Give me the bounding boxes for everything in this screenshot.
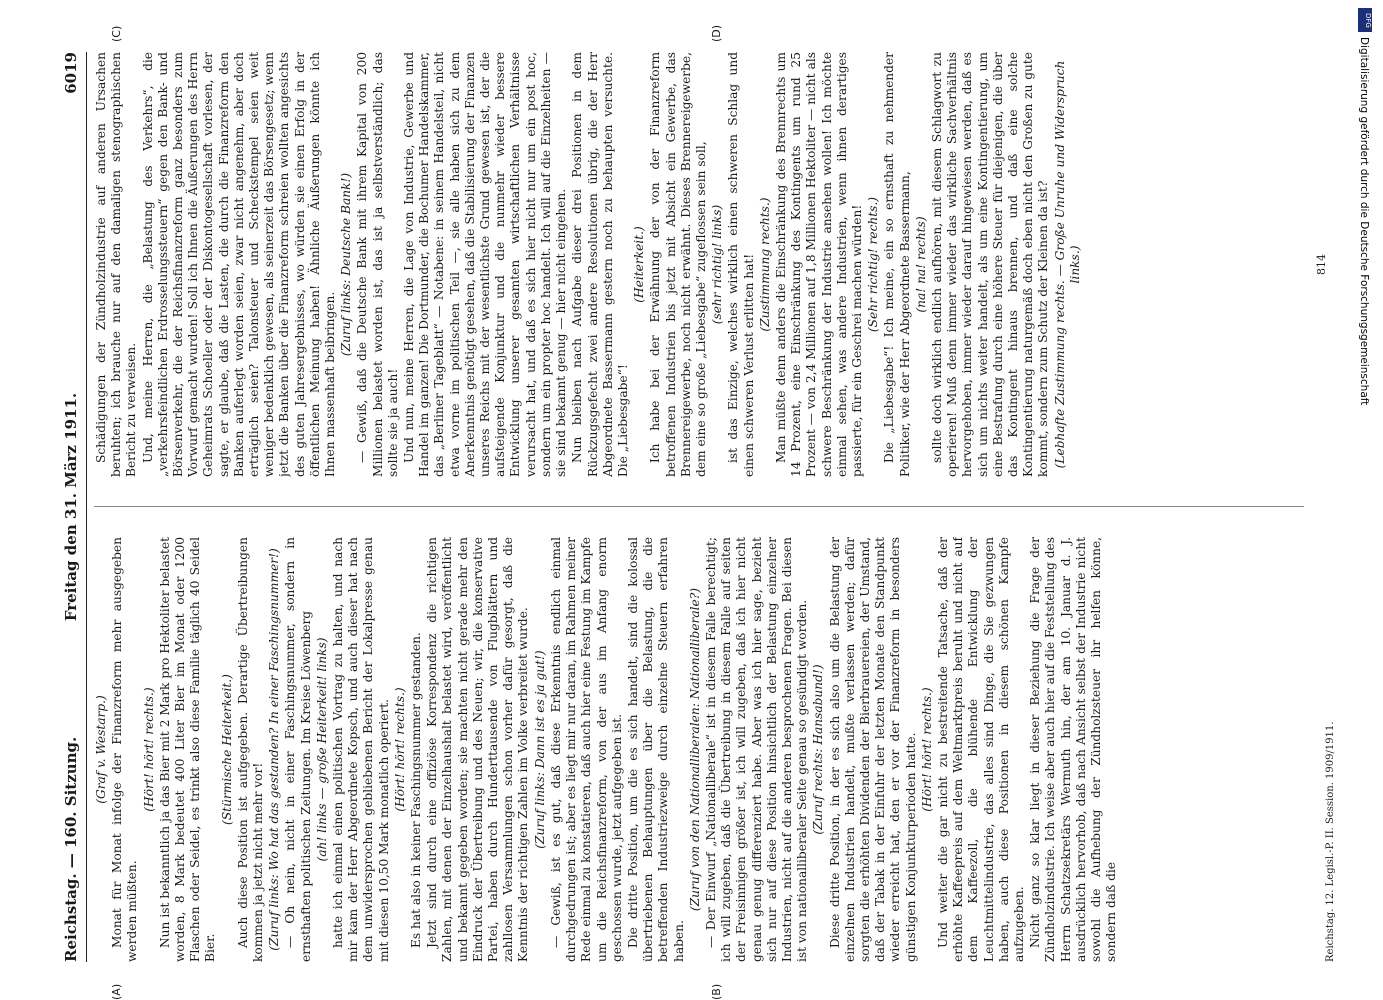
footer-session: Reichstag. 12. Legisl.-P. II. Session. 1909/1911.	[1325, 721, 1336, 962]
paragraph: Nun ist bekanntlich ja das Bier mit 2 Mark pro Hektoliter belastet worden, 8 Mark bedeutet 400 Liter Bier im Monat oder 1200 Flaschen oder Seidel, es trinkt also diese Familie täglich 40 Seidel Bier.	[157, 537, 218, 962]
margin-mark-c: (C)	[110, 25, 123, 42]
dfg-credit-text: Digitalisierung gefördert durch die Deutsche Forschungsgemeinschaft	[1358, 37, 1370, 406]
paragraph: (Zuruf von den Nationalliberalen: Nationalliberale?)	[687, 587, 702, 912]
paragraph: (sehr richtig! links)	[710, 204, 725, 325]
paragraph: Und, meine Herren, die „Belastung des Verkehrs“, die „verkehrsfeindlichen Erdrosselungssteuern“ gegen den Bank- und Börsenverkehr, die der Reichsfinanzreform ganz besonders zum Vorwurf gemacht wurden! Soll ich Ihnen die Äußerungen des Herrn Geheimrats Schoeller oder der Diskontogesellschaft vorlesen, der sagte, er glaube, daß die Lasten, die durch die Finanzreform den Banken auferlegt worden seien, zwar nicht angenehm, aber doch erträglich seien? Talonsteuer und Scheckstempel seien weit weniger bedenklich gewesen, als seinerzeit das Börsengesetz; wenn jetzt die Banken über die Finanzreform schreien wollten angesichts des guten Jahresergebnisses, wo würden sie einen Erfolg in der öffentlichen Meinung haben! Ähnliche Äußerungen könnte ich Ihnen massenhaft beibringen.	[140, 52, 338, 477]
paragraph: Diese dritte Position, in der es sich also um die Belastung der einzelnen Industrien handelt, mußte verlassen werden; dafür sorgten die erhöhten Dividenden der Bierbrauereien, der Umstand, daß der Tabak in der Einfuhr der letzten Monate den Standpunkt wieder erreicht hat, den er vor der Finanzreform in besonders günstigen Konjunkturperioden hatte.	[827, 537, 918, 962]
rotated-document-sheet	[60, 24, 1355, 1000]
paragraph: Nun bleiben nach Aufgabe dieser drei Positionen in dem Rückzugsgefecht zwei andere Resolutionen übrig, die der Herr Abgeordnete Bassermann gestern noch zu behaupten versuchte. Die „Liebesgabe“!	[570, 52, 630, 477]
paragraph: — Gewiß, daß die Deutsche Bank mit ihrem Kapital von 200 Millionen belastet worden ist, das ist ja selbstverständlich; das sollte sie ja auch!	[355, 52, 400, 477]
paragraph: Man müßte denn anders die Einschränkung des Brennrechts um 14 Prozent, eine Einschränkung des Kontingents um rund 25 Prozent — von 2,4 Millionen auf 1,8 Millionen Hektoliter — nicht als schwere Beschränkung der Industrie ansehen wollen! Ich möchte einmal sehen, was andere Industrien, wenn ihnen derartiges passierte, für ein Geschrei machen würden!	[773, 52, 864, 477]
dfg-logo: DFG	[1358, 8, 1372, 32]
left-text-column	[94, 537, 1319, 962]
paragraph: Die dritte Position, um die es sich handelt, sind die kolossal übertriebenen Behauptungen über die Belastung, die die betreffenden Industriezweige durch einzelne Steuern erfahren haben.	[625, 537, 686, 962]
header-rule	[86, 52, 87, 962]
paragraph: (na! na! rechts)	[913, 216, 928, 313]
paragraph: (Lebhafte Zustimmung rechts. — Große Unruhe und Widerspruch links.)	[1052, 60, 1082, 469]
paragraph: — Gewiß, ist es gut, daß diese Erkenntnis endlich einmal durchgedrungen ist; aber es liegt mir nur daran, im Rahmen meiner Rede einmal zu konstatieren, daß auch hier eine Festung im Kampfe um die Reichsfinanzreform, von der aus im Anfang enorm geschossen wurde, jetzt aufgegeben ist.	[548, 537, 624, 962]
margin-mark-b: (B)	[710, 983, 723, 1000]
paragraph: (Stürmische Heiterkeit.)	[219, 674, 234, 825]
footer-sheet-number: 814	[1315, 254, 1328, 275]
paragraph: — Oh nein, nicht in einer Faschingsnummer, sondern in ernsthaften politischen Zeitungen. Im Kreise Löwenberg	[283, 537, 313, 962]
paragraph: Die „Liebesgabe“! Ich meine, ein so ernsthaft zu nehmender Politiker, wie der Herr Abgeordnete Bassermann,	[882, 52, 912, 477]
paragraph: Jetzt sind durch eine offiziöse Korrespondenz die richtigen Zahlen, mit denen der Einzelhaushalt belastet wird, veröffentlicht und bekannt gegeben worden; sie machten nicht gerade mehr den Eindruck der Übertreibung und des Neuen; wir, die konservative Partei, haben durch Hunderttausende von Flugblättern und zahllosen Versammlungen schon vorher dafür gesorgt, daß die Kenntnis der richtigen Zahlen im Volke verbreitet wurde.	[425, 537, 531, 962]
paragraph: (Sehr richtig! rechts.)	[866, 196, 881, 333]
paragraph: Auch diese Position ist aufgegeben. Derartige Übertreibungen kommen ja jetzt nicht mehr vor!	[235, 537, 266, 962]
paragraph: Und nun, meine Herren, die Lage von Industrie, Gewerbe und Handel im ganzen! Die Dortmunder, die Bochumer Handelskammer, das „Berliner Tageblatt“ — Notabene: in seinem Handelsteil, nicht etwa vorne im politischen Teil —, sie alle haben sich zu dem Anerkenntnis genötigt gesehen, daß die Stabilisierung der Finanzen unseres Reichs mit der wesentlichste Grund gewesen ist, der die aufsteigende Konjunktur und die nunmehr wieder bessere Entwicklung unserer gesamten wirtschaftlichen Verhältnisse verursacht hat, und daß es sich hier nicht nur um ein post hoc, sondern um ein propter hoc handelt. Ich will auf die Einzelheiten — sie sind bekannt genug — hier nicht eingehen.	[402, 52, 569, 477]
paragraph: (Hört! hört! rechts.)	[141, 687, 156, 812]
paragraph: Und weiter die gar nicht zu bestreitende Tatsache, daß der erhöhte Kaffeepreis auf dem Weltmarktpreis beruht und nicht auf dem Kaffeezoll, die blühende Entwicklung der Leuchtmittelindustrie, das alles sind Dinge, die Sie gezwungen haben, auch diese Positionen in diesem schönen Kampfe aufzugeben.	[935, 537, 1026, 962]
paragraph: (Zuruf rechts: Hansabund!)	[811, 664, 826, 835]
paragraph: hatte ich einmal einen politischen Vortrag zu halten, und nach mir kam der Herr Abgeordnete Kopsch, und auch dieser hat nach dem unwidersprochen gebliebenen Bericht der Lokalpresse genau mit diesen 10,50 Mark monatlich operiert.	[331, 537, 391, 962]
right-text-column	[94, 52, 1319, 477]
paragraph: Monat für Monat infolge der Finanzreform mehr ausgegeben werden müßten.	[110, 537, 140, 962]
dfg-credit	[1352, 5, 1382, 665]
paragraph: (Zustimmung rechts.)	[757, 197, 772, 332]
paragraph: (Hört! hört! rechts.)	[392, 687, 407, 812]
paragraph: (Zuruf links: Dann ist es ja gut!)	[532, 650, 547, 849]
paragraph: (Hört! hört! rechts.)	[919, 687, 934, 812]
paragraph: (Zuruf links: Wo hat das gestanden? In einer Faschingsnummer!)	[267, 548, 282, 951]
page-number: 6019	[62, 52, 80, 94]
header-date: Freitag den 31. März 1911.	[62, 392, 80, 622]
paragraph: Schädigungen der Zündholzindustrie auf anderen Ursachen beruhten; ich brauche nur auf den damaligen stenographischen Bericht zu verweisen.	[94, 52, 139, 477]
paragraph: Es hat also in keiner Faschingsnummer gestanden.	[409, 632, 424, 948]
paragraph: ist das Einzige, welches wirklich einen schweren Schlag und einen schweren Verlust erlitten hat!	[726, 52, 756, 477]
paragraph: (Heiterkeit.)	[632, 226, 647, 303]
paragraph: (ah! links — große Heiterkeit! links)	[314, 637, 329, 862]
page-header	[60, 52, 86, 962]
header-left: Reichstag. — 160. Sitzung.	[62, 736, 80, 962]
paragraph: — Der Einwurf „Nationalliberale“ ist in diesem Falle berechtigt; ich will zugeben, daß die Übertreibung in diesem Falle auf seiten der Freisinnigen größer ist, ich will zugeben, daß ich hier nicht genau genug differenziert habe. Aber was ich hier sage, bezieht sich nur auf diese Position hinsichtlich der Belastung einzelner Industrien, nicht auf die anderen besprochenen Fragen. Bei diesen ist von nationalliberaler Seite genau so gesündigt worden.	[703, 537, 810, 962]
paragraph: Nicht ganz so klar liegt in dieser Beziehung die Frage der Zündholzindustrie. Ich weise aber auch hier auf die Feststellung des Herrn Schatzsekretärs Wermuth hin, der am 10. Januar d. J. ausdrücklich hervorhob, daß nach Ansicht selbst der Industrie nicht sowohl die Aufhebung der Zündholzsteuer ihr helfen könne, sondern daß die	[1028, 537, 1119, 962]
paragraph: (Zuruf links: Deutsche Bank!)	[339, 172, 354, 357]
paragraph: (Graf v. Westarp.)	[94, 695, 108, 804]
margin-mark-d: (D)	[710, 24, 723, 42]
paragraph: Ich habe bei der Erwähnung der von der Finanzreform betroffenen Industrien bis jetzt mit Absicht ein Gewerbe, das Brennereigewerbe, noch nicht erwähnt. Dieses Brennereigewerbe, dem eine so große „Liebesgabe“ zugeflossen sein soll,	[648, 52, 708, 477]
paragraph: sollte doch wirklich endlich aufhören, mit diesem Schlagwort zu operieren! Muß denn immer wieder das wirkliche Sachverhältnis hervorgehoben, immer wieder darauf hingewiesen werden, daß es sich um nichts weiter handelt, als um eine Kontingentierung, um eine Bestrafung durch eine höhere Steuer für diejenigen, die über das Kontingent hinaus brennen, und daß eine solche Kontingentierung naturgemäß doch eben nicht den Großen zu gute kommt, sondern zum Schutz der Kleinen da ist?	[929, 52, 1051, 477]
margin-mark-a: (A)	[110, 983, 123, 1000]
column-separator	[94, 506, 1304, 507]
